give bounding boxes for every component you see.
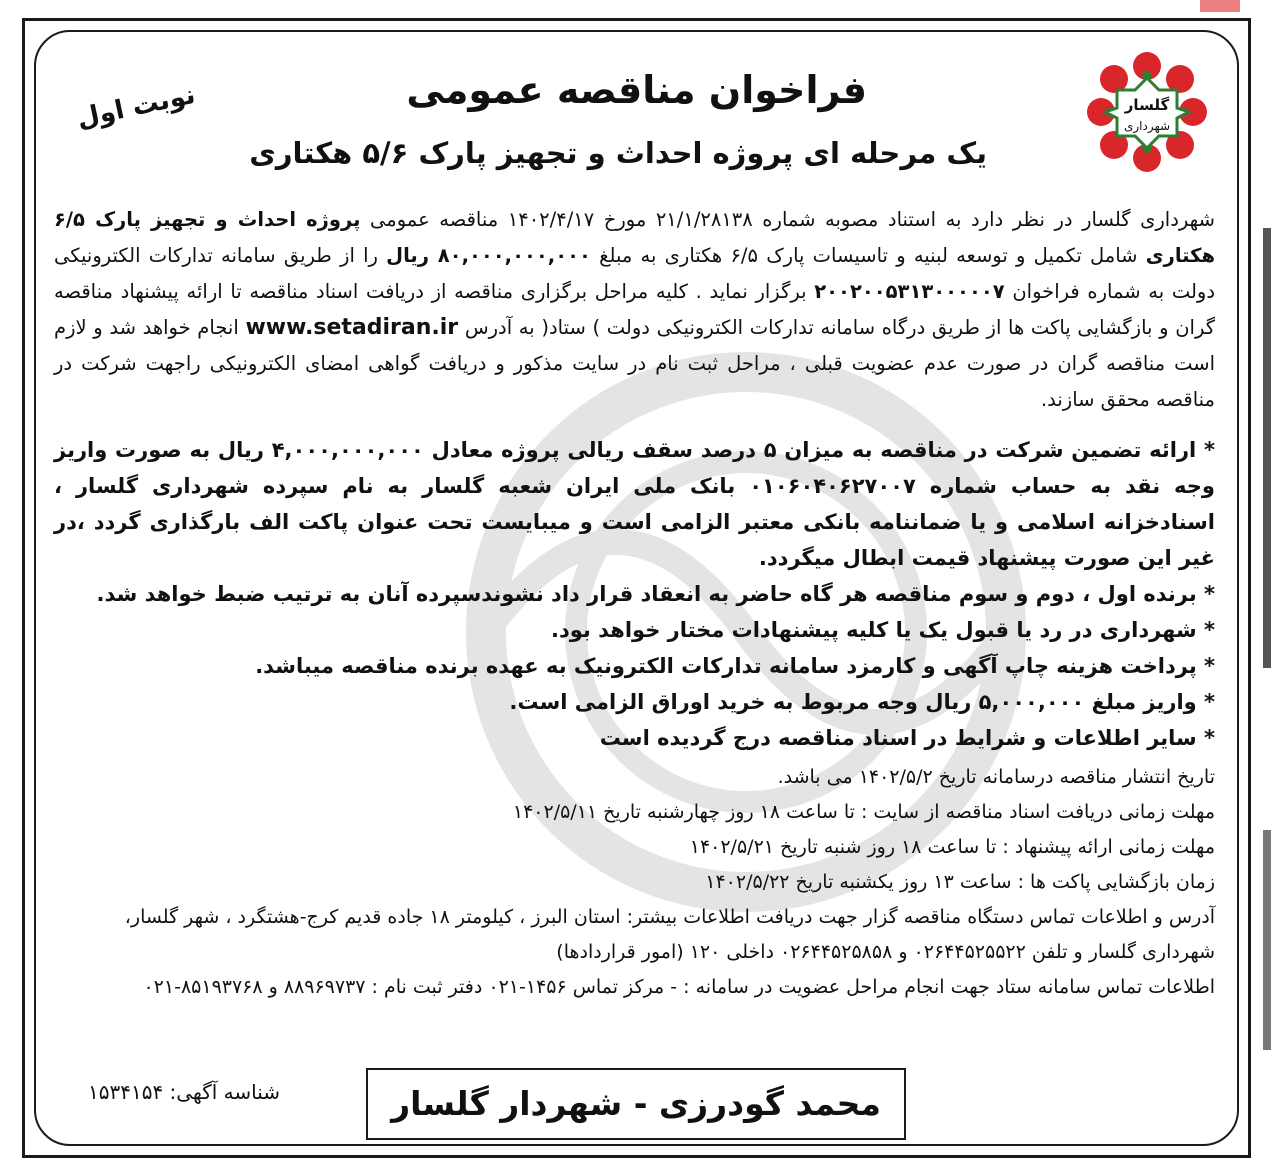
ad-title: فراخوان مناقصه عمومی [406, 68, 867, 112]
proposal-deadline: مهلت زمانی ارائه پیشنهاد : تا ساعت ۱۸ روز شنبه تاریخ ۱۴۰۲/۵/۲۱ [689, 836, 1215, 858]
logo-text-bottom: شهرداری [1123, 119, 1171, 133]
tender-number: ۲۰۰۲۰۰۵۳۱۳۰۰۰۰۰۷ [814, 280, 1005, 303]
setad-contact: اطلاعات تماس سامانه ستاد جهت انجام مراحل عضویت در سامانه : - مرکز تماس ۱۴۵۶-۰۲۱ دفتر ثبت نام : ۸۸۹۶۹۷۳۷ و ۸۵۱۹۳۷۶۸-۰۲۱ [143, 976, 1215, 998]
website-link[interactable]: www.setadiran.ir [245, 315, 459, 340]
project-amount: ۸۰,۰۰۰,۰۰۰,۰۰۰ ریال [386, 244, 591, 267]
document-deadline: مهلت زمانی دریافت اسناد مناقصه از سایت : تا ساعت ۱۸ روز چهارشنبه تاریخ ۱۴۰۲/۵/۱۱ [512, 801, 1215, 823]
edge-bar [1263, 228, 1271, 668]
intro-paragraph [54, 202, 1215, 418]
intro-text-3: را از طریق سامانه تدارکات الکترونیکی دولت به شماره فراخوان [54, 244, 1216, 303]
condition-item: * پرداخت هزینه چاپ آگهی و کارمزد سامانه تدارکات الکترونیک به عهده برنده مناقصه میباشد. [255, 654, 1215, 678]
project-name: پروژه احداث و تجهیز پارک ۶/۵ هکتاری [54, 208, 1216, 267]
opening-date: زمان بازگشایی پاکت ها : ساعت ۱۳ روز یکشنبه تاریخ ۱۴۰۲/۵/۲۲ [705, 871, 1215, 893]
condition-item: * برنده اول ، دوم و سوم مناقصه هر گاه حاضر به انعقاد قرار داد نشوندسپرده آنان به ترتیب ضبط خواهد شد. [96, 582, 1215, 606]
ad-frame [34, 30, 1239, 1146]
condition-item: * واریز مبلغ ۵,۰۰۰,۰۰۰ ریال وجه مربوط به خرید اوراق الزامی است. [509, 690, 1215, 714]
intro-text-2: شامل تکمیل و توسعه لبنیه و تاسیسات پارک ۶/۵ هکتاری به مبلغ [599, 244, 1138, 267]
edge-bar-lower [1263, 830, 1271, 1050]
top-red-mark [1200, 0, 1240, 12]
logo-text-top: گلسار [1124, 96, 1170, 114]
ad-id: شناسه آگهی: ۱۵۳۴۱۵۴ [88, 1080, 280, 1104]
schedule-section [54, 760, 1215, 1005]
condition-item: * ارائه تضمین شرکت در مناقصه به میزان ۵ درصد سقف ریالی پروژه معادل ۴,۰۰۰,۰۰۰,۰۰۰ ریال به صورت واریز وجه نقد به حساب شماره ۰۱۰۶۰۴۰۶۲۷۰۰۷ بانک ملی ایران شعبه گلسار به نام سپرده شهرداری گلسار ، اسنادخزانه اسلامی و یا ضماننامه بانکی معتبر الزامی است و میبایست تحت عنوان پاکت الف بارگذاری گردد ،در غیر این صورت پیشنهاد قیمت ابطال میگردد. [54, 438, 1215, 570]
conditions-list [54, 432, 1215, 756]
condition-item: * شهرداری در رد یا قبول یک یا کلیه پیشنهادات مختار خواهد بود. [551, 618, 1215, 642]
contact-address: آدرس و اطلاعات تماس دستگاه مناقصه گزار جهت دریافت اطلاعات بیشتر: استان البرز ، کیلومتر ۱۸ جاده قدیم کرج-هشتگرد ، شهر گلسار، شهرداری گلسار و تلفن ۰۲۶۴۴۵۲۵۵۲۲ و ۰۲۶۴۴۵۲۵۸۵۸ داخلی ۱۲۰ (امور قراردادها) [124, 906, 1215, 963]
signature-box: محمد گودرزی - شهردار گلسار [366, 1068, 906, 1140]
ad-subtitle: یک مرحله ای پروژه احداث و تجهیز پارک ۵/۶ هکتاری [249, 136, 987, 170]
condition-item: * سایر اطلاعات و شرایط در اسناد مناقصه درج گردیده است [599, 726, 1215, 750]
intro-text-5: انجام خواهد شد و لازم است مناقصه گران در صورت عدم عضویت قبلی ، مراحل ثبت نام در سایت مذکور و دریافت گواهی امضای الکترونیکی راجهت شرکت در مناقصه محقق سازند. [54, 316, 1215, 411]
municipality-logo-icon [1087, 52, 1207, 172]
intro-text-4: برگزار نماید . کلیه مراحل برگزاری مناقصه از دریافت اسناد مناقصه تا ارائه پیشنهاد مناقصه گران و بازگشایی پاکت ها از طریق درگاه سامانه تدارکات الکترونیکی دولت ) ستاد( به آدرس [54, 280, 1215, 339]
round-label: نوبت اول [74, 79, 198, 135]
publish-date: تاریخ انتشار مناقصه درسامانه تاریخ ۱۴۰۲/۵/۲ می باشد. [777, 766, 1215, 788]
intro-text-1: شهرداری گلسار در نظر دارد به استناد مصوبه شماره ۲۱/۱/۲۸۱۳۸ مورخ ۱۴۰۲/۴/۱۷ مناقصه عمومی [370, 208, 1215, 231]
